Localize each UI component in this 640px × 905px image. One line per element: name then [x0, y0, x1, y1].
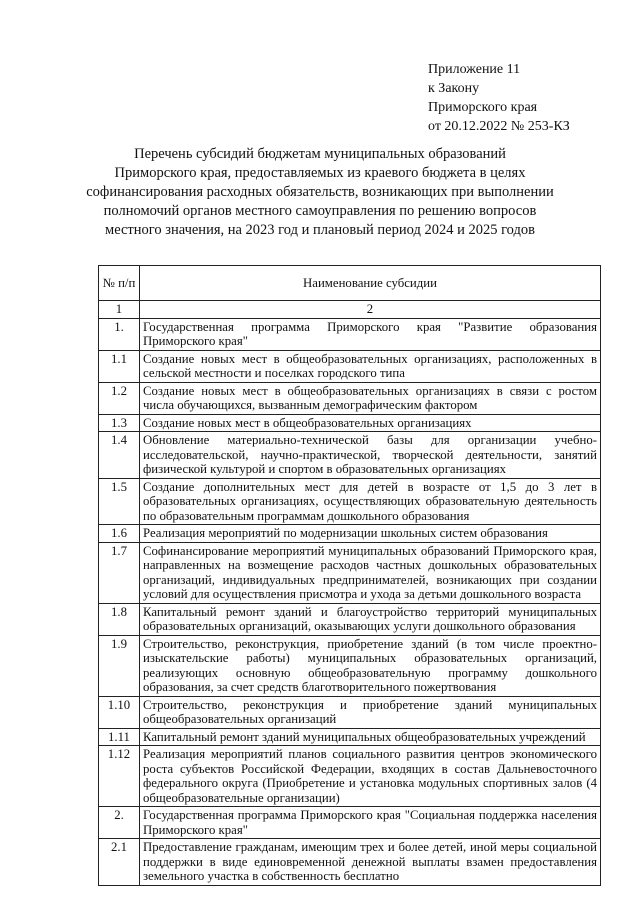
row-num: 1.9: [99, 635, 140, 696]
title-line: софинансирования расходных обязательств, возникающих при выполнении: [86, 184, 554, 200]
title-line: полномочий органов местного самоуправления по решению вопросов: [103, 203, 537, 219]
row-num: 1.10: [99, 696, 140, 728]
table-row: [99, 728, 601, 746]
row-name: Предоставление гражданам, имеющим трех и более детей, иной меры социальной поддержки в виде единовременной денежной выплаты взамен предоставления земельного участка в собственность бесплатно: [140, 839, 601, 886]
header-num: № п/п: [99, 266, 140, 301]
appendix-line: Приложение 11: [428, 62, 521, 77]
row-num: 1.12: [99, 746, 140, 807]
table-row: [99, 839, 601, 886]
appendix-line: к Закону: [428, 81, 480, 96]
row-name: Софинансирование мероприятий муниципальных образований Приморского края, направленных на возмещение расходов частных дошкольных образовательных организаций, индивидуальных предпринимателей, возникающих при создании условий для осуществления присмотра и ухода за детьми дошкольного возраста: [140, 542, 601, 603]
row-name: Строительство, реконструкция, приобретение зданий (в том числе проектно-изыскательские работы) муниципальных образовательных организаций, реализующих основную общеобразовательную программу дошкольного образования, за счет средств благотворительного пожертвования: [140, 635, 601, 696]
table-row: [99, 414, 601, 432]
col-number-2: 2: [140, 301, 601, 319]
table-row: [99, 318, 601, 350]
table-row: [99, 746, 601, 807]
table-row: [99, 603, 601, 635]
table-row: [99, 696, 601, 728]
document-title: [60, 145, 580, 240]
row-name: Строительство, реконструкция и приобретение зданий муниципальных общеобразовательных организаций: [140, 696, 601, 728]
row-num: 1.: [99, 318, 140, 350]
row-name: Создание новых мест в общеобразовательных организациях в связи с ростом числа обучающихся, вызванным демографическим фактором: [140, 382, 601, 414]
row-num: 1.8: [99, 603, 140, 635]
appendix-line: от 20.12.2022 № 253-КЗ: [428, 119, 570, 134]
title-line: Перечень субсидий бюджетам муниципальных образований: [134, 146, 506, 162]
row-num: 1.3: [99, 414, 140, 432]
table-row: [99, 635, 601, 696]
row-name: Государственная программа Приморского края "Развитие образования Приморского края": [140, 318, 601, 350]
row-name: Создание новых мест в общеобразовательных организациях, расположенных в сельской местности и поселках городского типа: [140, 350, 601, 382]
header-name: Наименование субсидии: [140, 266, 601, 301]
row-num: 1.7: [99, 542, 140, 603]
column-number-row: [99, 301, 601, 319]
row-name: Создание новых мест в общеобразовательных организациях: [140, 414, 601, 432]
row-num: 1.4: [99, 432, 140, 479]
row-num: 2.: [99, 807, 140, 839]
row-name: Государственная программа Приморского края "Социальная поддержка населения Приморского края": [140, 807, 601, 839]
table-row: [99, 350, 601, 382]
row-name: Обновление материально-технической базы для организации учебно-исследовательской, научно-практической, творческой деятельности, занятий физической культурой и спортом в образовательных организациях: [140, 432, 601, 479]
row-name: Создание дополнительных мест для детей в возрасте от 1,5 до 3 лет в образовательных организациях, осуществляющих образовательную деятельность по образовательным программам дошкольного образования: [140, 478, 601, 525]
row-name: Реализация мероприятий по модернизации школьных систем образования: [140, 525, 601, 543]
row-num: 1.6: [99, 525, 140, 543]
table-row: [99, 432, 601, 479]
appendix-block: [428, 60, 570, 136]
col-number-1: 1: [99, 301, 140, 319]
subsidies-table: [98, 265, 601, 886]
table-row: [99, 525, 601, 543]
title-line: Приморского края, предоставляемых из краевого бюджета в целях: [114, 165, 526, 181]
row-num: 1.1: [99, 350, 140, 382]
row-num: 1.5: [99, 478, 140, 525]
table-row: [99, 542, 601, 603]
row-num: 2.1: [99, 839, 140, 886]
table-header-row: [99, 266, 601, 301]
row-num: 1.2: [99, 382, 140, 414]
row-name: Капитальный ремонт зданий и благоустройство территорий муниципальных образовательных организаций, оказывающих услуги дошкольного образования: [140, 603, 601, 635]
row-name: Капитальный ремонт зданий муниципальных общеобразовательных учреждений: [140, 728, 601, 746]
table-row: [99, 478, 601, 525]
table-row: [99, 807, 601, 839]
row-num: 1.11: [99, 728, 140, 746]
appendix-line: Приморского края: [428, 100, 538, 115]
title-line: местного значения, на 2023 год и плановый период 2024 и 2025 годов: [105, 222, 535, 238]
table-row: [99, 382, 601, 414]
row-name: Реализация мероприятий планов социального развития центров экономического роста субъектов Российской Федерации, входящих в состав Дальневосточного федерального округа (Приобретение и установка модульных спортивных залов (4 общеобразовательные организации): [140, 746, 601, 807]
